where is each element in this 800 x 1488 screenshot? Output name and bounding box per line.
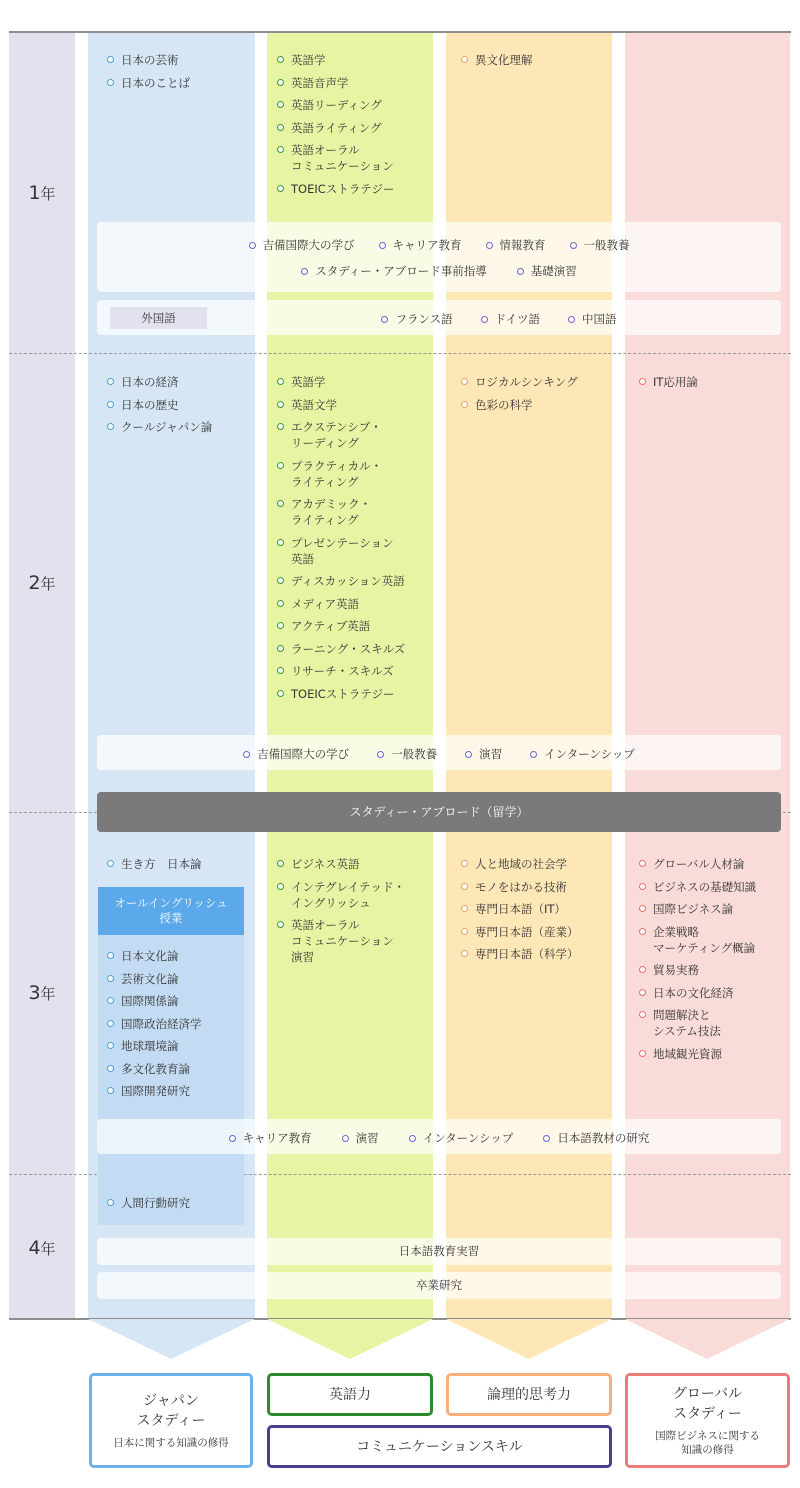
- circle-bullet-icon: [107, 1020, 114, 1027]
- circle-bullet-icon: [277, 56, 284, 63]
- communication-outcome-title: コミュニケーションスキル: [356, 1438, 523, 1455]
- course-item: [639, 879, 756, 895]
- course-label: 異文化理解: [475, 53, 533, 67]
- circle-bullet-icon: [107, 997, 114, 1004]
- course-item: [277, 663, 405, 679]
- circle-bullet-icon: [277, 423, 284, 430]
- course-label: 国際開発研究: [121, 1084, 190, 1098]
- common-course-label: 吉備国際大の学び: [262, 238, 355, 252]
- circle-bullet-icon: [639, 966, 646, 973]
- course-label: TOEICストラテジー: [291, 181, 395, 196]
- course-item: [107, 993, 202, 1009]
- y3-logic-list: [461, 856, 579, 969]
- course-item: [107, 419, 212, 435]
- common-course-label: 中国語: [582, 312, 617, 326]
- course-item: [277, 458, 405, 490]
- course-label: メディア英語: [291, 596, 360, 611]
- foreign-language-label: 外国語: [110, 307, 207, 329]
- circle-bullet-icon: [277, 667, 284, 674]
- circle-bullet-icon: [409, 1135, 416, 1142]
- course-item: [461, 946, 579, 962]
- y2-english-list: [277, 374, 405, 708]
- course-label: 英語ライティング: [291, 120, 382, 135]
- course-label: 人と地域の社会学: [475, 857, 567, 871]
- japan-arrow-icon: [88, 1319, 255, 1359]
- english-outcome-title: 英語力: [329, 1386, 371, 1403]
- common-course-label: キャリア教育: [392, 238, 462, 252]
- global-study-subtitle: 国際ビジネスに関する 知識の修得: [655, 1430, 760, 1456]
- course-label: 英語学: [291, 53, 326, 67]
- course-label: ビジネス英語: [291, 857, 360, 871]
- all-english-heading: オールイングリッシュ 授業: [98, 887, 244, 935]
- course-label: 問題解決と システム技法: [653, 1008, 721, 1038]
- circle-bullet-icon: [639, 905, 646, 912]
- course-label: 日本の歴史: [121, 397, 179, 412]
- course-label: 貿易実務: [653, 963, 699, 977]
- circle-bullet-icon: [461, 950, 468, 957]
- global-arrow-icon: [625, 1319, 790, 1359]
- course-item: [107, 971, 202, 987]
- y2-global-list: [639, 374, 698, 397]
- circle-bullet-icon: [461, 378, 468, 385]
- circle-bullet-icon: [377, 751, 384, 758]
- y1-japan-list: [107, 52, 190, 97]
- circle-bullet-icon: [639, 928, 646, 935]
- course-label: 国際政治経済学: [121, 1016, 202, 1031]
- course-item: [277, 573, 405, 589]
- common-course-label: 吉備国際大の学び: [257, 747, 350, 761]
- circle-bullet-icon: [107, 1087, 114, 1094]
- y1-common-band: [97, 222, 781, 292]
- circle-bullet-icon: [107, 952, 114, 959]
- circle-bullet-icon: [639, 378, 646, 385]
- course-label: インテグレイテッド・ イングリッシュ: [291, 879, 405, 910]
- y1-logic-list: [461, 52, 533, 75]
- common-course-item: [381, 311, 452, 327]
- common-course-label: 一般教養: [391, 747, 438, 761]
- circle-bullet-icon: [107, 378, 114, 385]
- course-item: [277, 856, 405, 872]
- y1-common-row1: [97, 237, 781, 253]
- course-label: 日本の芸術: [121, 53, 179, 67]
- circle-bullet-icon: [461, 56, 468, 63]
- common-course-label: 一般教養: [583, 238, 630, 252]
- course-item: [107, 856, 202, 872]
- course-label: モノをはかる技術: [475, 879, 567, 894]
- circle-bullet-icon: [107, 1065, 114, 1072]
- circle-bullet-icon: [107, 423, 114, 430]
- course-label: 生き方 日本論: [121, 857, 202, 871]
- course-label: 地球環境論: [121, 1039, 179, 1053]
- course-item: [639, 374, 698, 390]
- course-item: [639, 901, 756, 917]
- year-label-3: 3年: [28, 982, 56, 1004]
- circle-bullet-icon: [277, 860, 284, 867]
- circle-bullet-icon: [379, 242, 386, 249]
- common-course-label: 演習: [479, 747, 503, 761]
- y3-english-list: [277, 856, 405, 972]
- course-item: [107, 1038, 202, 1054]
- y3-global-list: [639, 856, 756, 1068]
- course-label: クールジャパン論: [121, 420, 213, 434]
- year-divider: [9, 353, 791, 354]
- circle-bullet-icon: [229, 1135, 236, 1142]
- course-item: [107, 948, 202, 964]
- logic-arrow-icon: [446, 1319, 612, 1359]
- course-item: [639, 962, 756, 978]
- course-item: [461, 397, 578, 413]
- common-course-item: [486, 237, 546, 253]
- common-course-item: [342, 1130, 379, 1146]
- course-label: 国際ビジネス論: [653, 902, 734, 916]
- course-label: 日本の経済: [121, 375, 179, 389]
- y3-common-band: [97, 1119, 781, 1154]
- communication-outcome: [267, 1425, 612, 1468]
- course-label: IT応用論: [653, 375, 698, 389]
- year-label-1: 1年: [28, 182, 56, 204]
- circle-bullet-icon: [277, 921, 284, 928]
- y2-common-row: [97, 746, 781, 762]
- course-label: 英語学: [291, 375, 326, 389]
- course-item: [639, 985, 756, 1001]
- course-label: 英語音声学: [291, 75, 349, 90]
- common-course-item: [301, 263, 487, 279]
- circle-bullet-icon: [243, 751, 250, 758]
- course-item: [277, 75, 395, 91]
- top-rule: [9, 31, 791, 33]
- circle-bullet-icon: [461, 928, 468, 935]
- course-label: アカデミック・ ライティング: [291, 497, 372, 527]
- course-item: [107, 397, 212, 413]
- course-item: [461, 856, 579, 872]
- course-item: [461, 901, 579, 917]
- course-label: 芸術文化論: [121, 971, 179, 986]
- y3-japan-list: [107, 856, 202, 879]
- circle-bullet-icon: [107, 1199, 114, 1206]
- course-label: グローバル人材論: [653, 857, 745, 871]
- common-course-item: [543, 1130, 649, 1146]
- course-label: ビジネスの基礎知識: [653, 879, 757, 894]
- course-item: [277, 142, 395, 174]
- common-course-label: 基礎演習: [530, 264, 577, 278]
- course-label: 地域観光資源: [653, 1046, 722, 1061]
- circle-bullet-icon: [277, 146, 284, 153]
- y2-japan-list: [107, 374, 212, 442]
- y3-all-english-list: [107, 948, 202, 1106]
- circle-bullet-icon: [277, 401, 284, 408]
- course-item: [277, 97, 395, 113]
- circle-bullet-icon: [277, 101, 284, 108]
- course-item: [107, 1195, 190, 1211]
- common-course-item: [409, 1130, 514, 1146]
- circle-bullet-icon: [277, 690, 284, 697]
- common-course-label: 日本語教材の研究: [557, 1131, 650, 1145]
- y3-common-row: [97, 1130, 781, 1146]
- y1-common-row2: [97, 263, 781, 279]
- y4-graduation-research-band: 卒業研究: [97, 1272, 781, 1299]
- y2-common-band: [97, 735, 781, 770]
- course-item: [107, 75, 190, 91]
- common-course-label: フランス語: [395, 312, 453, 326]
- logic-outcome-title: 論理的思考力: [487, 1386, 571, 1403]
- circle-bullet-icon: [277, 622, 284, 629]
- course-label: 英語オーラル コミュニケーション: [291, 143, 394, 173]
- course-item: [107, 374, 212, 390]
- course-item: [277, 374, 405, 390]
- global-study-title: グローバル スタディー: [672, 1386, 743, 1422]
- course-label: 日本の文化経済: [653, 985, 734, 1000]
- course-item: [107, 1016, 202, 1032]
- year-label-2: 2年: [28, 572, 56, 594]
- course-label: プレゼンテーション 英語: [291, 535, 394, 566]
- year-column: [9, 33, 75, 1318]
- course-label: 企業戦略 マーケティング概論: [653, 924, 756, 955]
- common-course-item: [570, 237, 630, 253]
- circle-bullet-icon: [107, 56, 114, 63]
- course-item: [277, 879, 405, 911]
- course-label: 英語文学: [291, 397, 337, 412]
- circle-bullet-icon: [277, 462, 284, 469]
- course-label: 英語リーディング: [291, 98, 382, 112]
- course-label: TOEICストラテジー: [291, 686, 395, 701]
- course-item: [639, 924, 756, 956]
- course-item: [277, 181, 395, 197]
- common-course-label: インターンシップ: [422, 1131, 514, 1145]
- common-course-item: [249, 237, 355, 253]
- common-course-item: [481, 311, 540, 327]
- course-label: ラーニング・スキルズ: [291, 641, 406, 656]
- circle-bullet-icon: [107, 401, 114, 408]
- course-label: 日本のことば: [121, 75, 190, 90]
- course-label: ディスカッション英語: [291, 574, 405, 588]
- course-item: [107, 1061, 202, 1077]
- circle-bullet-icon: [277, 883, 284, 890]
- common-course-item: [530, 746, 635, 762]
- common-course-item: [229, 1130, 312, 1146]
- circle-bullet-icon: [277, 500, 284, 507]
- circle-bullet-icon: [461, 860, 468, 867]
- study-abroad-bar: スタディー・アブロード（留学）: [97, 792, 781, 832]
- english-outcome: [267, 1373, 433, 1416]
- circle-bullet-icon: [249, 242, 256, 249]
- course-item: [107, 1083, 202, 1099]
- course-item: [277, 618, 405, 634]
- circle-bullet-icon: [639, 1011, 646, 1018]
- course-item: [277, 917, 405, 965]
- circle-bullet-icon: [107, 79, 114, 86]
- y4-teaching-practice-band: 日本語教育実習: [97, 1238, 781, 1265]
- course-item: [107, 52, 190, 68]
- course-label: 国際関係論: [121, 994, 179, 1008]
- y2-logic-list: [461, 374, 578, 419]
- circle-bullet-icon: [465, 751, 472, 758]
- course-item: [277, 120, 395, 136]
- course-label: アクティブ英語: [291, 619, 371, 633]
- common-course-label: キャリア教育: [242, 1131, 312, 1145]
- course-item: [639, 856, 756, 872]
- circle-bullet-icon: [486, 242, 493, 249]
- y4-japan-list: [107, 1195, 190, 1218]
- circle-bullet-icon: [277, 79, 284, 86]
- circle-bullet-icon: [277, 600, 284, 607]
- common-course-item: [379, 237, 462, 253]
- circle-bullet-icon: [639, 883, 646, 890]
- common-course-item: [568, 311, 617, 327]
- japan-study-outcome: [89, 1373, 253, 1468]
- course-item: [639, 1046, 756, 1062]
- y1-english-list: [277, 52, 395, 203]
- logic-outcome: [446, 1373, 612, 1416]
- course-item: [277, 496, 405, 528]
- course-item: [277, 641, 405, 657]
- circle-bullet-icon: [639, 860, 646, 867]
- course-item: [277, 535, 405, 567]
- common-course-label: スタディー・アブロード事前指導: [315, 264, 487, 278]
- course-label: 日本文化論: [121, 949, 179, 963]
- course-label: 専門日本語（科学）: [475, 947, 579, 961]
- circle-bullet-icon: [461, 883, 468, 890]
- course-item: [277, 686, 405, 702]
- circle-bullet-icon: [277, 185, 284, 192]
- circle-bullet-icon: [570, 242, 577, 249]
- circle-bullet-icon: [277, 378, 284, 385]
- circle-bullet-icon: [301, 268, 308, 275]
- course-item: [277, 52, 395, 68]
- course-label: 英語オーラル コミュニケーション 演習: [291, 918, 394, 964]
- course-item: [461, 879, 579, 895]
- circle-bullet-icon: [530, 751, 537, 758]
- course-item: [277, 419, 405, 451]
- common-course-item: [517, 263, 577, 279]
- arrows-graphic: [0, 1319, 800, 1361]
- course-label: 専門日本語（産業）: [475, 924, 579, 939]
- course-item: [461, 374, 578, 390]
- circle-bullet-icon: [481, 316, 488, 323]
- course-label: ロジカルシンキング: [475, 375, 578, 389]
- japan-study-subtitle: 日本に関する知識の修得: [113, 1437, 229, 1449]
- course-label: リサーチ・スキルズ: [291, 664, 394, 678]
- circle-bullet-icon: [107, 1042, 114, 1049]
- course-label: 専門日本語（IT）: [475, 902, 566, 916]
- course-label: プラクティカル・ ライティング: [291, 458, 383, 489]
- circle-bullet-icon: [568, 316, 575, 323]
- common-course-label: 演習: [355, 1131, 379, 1145]
- circle-bullet-icon: [517, 268, 524, 275]
- course-label: 人間行動研究: [121, 1196, 190, 1210]
- circle-bullet-icon: [461, 401, 468, 408]
- course-item: [461, 924, 579, 940]
- course-label: エクステンシブ・ リーディング: [291, 420, 382, 450]
- common-course-label: ドイツ語: [494, 312, 541, 326]
- course-item: [277, 596, 405, 612]
- course-label: 色彩の科学: [475, 397, 533, 412]
- circle-bullet-icon: [543, 1135, 550, 1142]
- circle-bullet-icon: [342, 1135, 349, 1142]
- course-item: [639, 1007, 756, 1039]
- common-course-item: [243, 746, 349, 762]
- circle-bullet-icon: [381, 316, 388, 323]
- circle-bullet-icon: [461, 905, 468, 912]
- common-course-label: 情報教育: [499, 238, 546, 252]
- circle-bullet-icon: [277, 645, 284, 652]
- global-study-outcome: [625, 1373, 790, 1468]
- english-arrow-icon: [267, 1319, 433, 1359]
- circle-bullet-icon: [639, 1050, 646, 1057]
- common-course-item: [377, 746, 437, 762]
- circle-bullet-icon: [107, 860, 114, 867]
- course-label: 多文化教育論: [121, 1061, 190, 1076]
- course-item: [461, 52, 533, 68]
- circle-bullet-icon: [639, 989, 646, 996]
- course-item: [277, 397, 405, 413]
- circle-bullet-icon: [277, 577, 284, 584]
- common-course-item: [465, 746, 502, 762]
- common-course-label: インターンシップ: [544, 747, 635, 761]
- year-label-4: 4年: [28, 1237, 56, 1259]
- circle-bullet-icon: [277, 539, 284, 546]
- japan-study-title: ジャパン スタディー: [136, 1393, 206, 1429]
- circle-bullet-icon: [277, 124, 284, 131]
- circle-bullet-icon: [107, 975, 114, 982]
